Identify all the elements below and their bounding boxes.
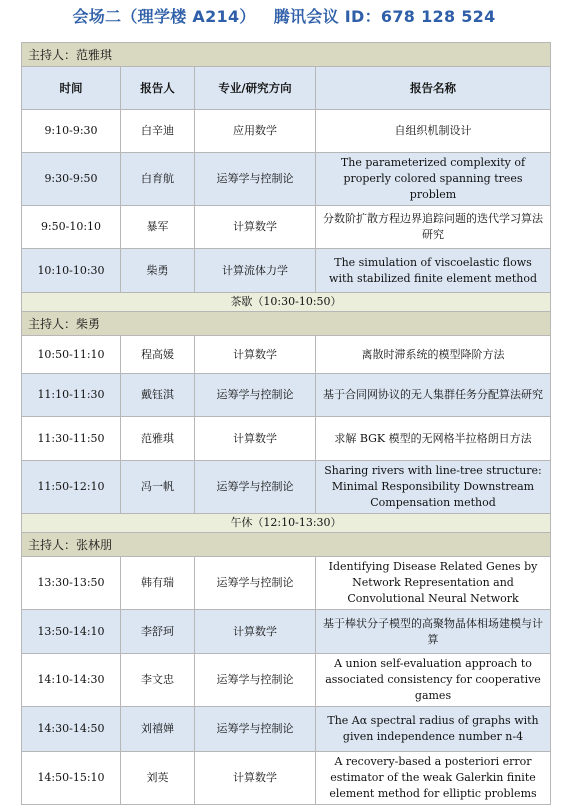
speaker-cell: 刘英 <box>121 752 195 805</box>
field-cell: 计算数学 <box>195 336 316 374</box>
speaker-cell: 程高媛 <box>121 336 195 374</box>
table-row <box>22 417 551 461</box>
field-cell: 运筹学与控制论 <box>195 707 316 752</box>
field-cell: 运筹学与控制论 <box>195 153 316 206</box>
title-cell: 基于合同网协议的无人集群任务分配算法研究 <box>316 374 551 417</box>
time-cell: 13:30-13:50 <box>22 557 121 610</box>
speaker-cell: 李文忠 <box>121 654 195 707</box>
speaker-cell: 戴钰淇 <box>121 374 195 417</box>
field-cell: 计算数学 <box>195 206 316 249</box>
column-header: 报告名称 <box>316 67 551 110</box>
time-cell: 14:10-14:30 <box>22 654 121 707</box>
title-cell: The parameterized complexity of properly colored spanning trees problem <box>316 153 551 206</box>
table-row <box>22 752 551 805</box>
table-row <box>22 110 551 153</box>
host-row <box>22 533 551 557</box>
time-cell: 11:30-11:50 <box>22 417 121 461</box>
field-cell: 计算数学 <box>195 417 316 461</box>
field-cell: 运筹学与控制论 <box>195 461 316 514</box>
speaker-cell: 白辛迪 <box>121 110 195 153</box>
field-cell: 计算流体力学 <box>195 249 316 293</box>
table-row <box>22 610 551 654</box>
host-label: 主持人：柴勇 <box>22 312 551 336</box>
time-cell: 14:50-15:10 <box>22 752 121 805</box>
host-row <box>22 43 551 67</box>
time-cell: 9:50-10:10 <box>22 206 121 249</box>
table-row <box>22 707 551 752</box>
table-row <box>22 461 551 514</box>
title-cell: 离散时滞系统的模型降阶方法 <box>316 336 551 374</box>
time-cell: 9:30-9:50 <box>22 153 121 206</box>
page-title <box>0 4 568 27</box>
title-cell: Sharing rivers with line-tree structure: Minimal Responsibility Downstream Compensation method <box>316 461 551 514</box>
venue-label: 会场二（理学楼 A214） <box>72 7 256 26</box>
speaker-cell: 柴勇 <box>121 249 195 293</box>
table-row <box>22 336 551 374</box>
title-cell: A union self-evaluation approach to associated consistency for cooperative games <box>316 654 551 707</box>
table-row <box>22 654 551 707</box>
table-header-row <box>22 67 551 110</box>
speaker-cell: 李舒珂 <box>121 610 195 654</box>
speaker-cell: 刘禧婵 <box>121 707 195 752</box>
title-cell: 分数阶扩散方程边界追踪问题的迭代学习算法研究 <box>316 206 551 249</box>
time-cell: 11:50-12:10 <box>22 461 121 514</box>
break-label: 午休（12:10-13:30） <box>22 514 551 533</box>
column-header: 专业/研究方向 <box>195 67 316 110</box>
title-cell: 求解 BGK 模型的无网格半拉格朗日方法 <box>316 417 551 461</box>
table-row <box>22 249 551 293</box>
table-row <box>22 374 551 417</box>
title-cell: Identifying Disease Related Genes by Network Representation and Convolutional Neural Network <box>316 557 551 610</box>
title-cell: 自组织机制设计 <box>316 110 551 153</box>
time-cell: 10:10-10:30 <box>22 249 121 293</box>
column-header: 报告人 <box>121 67 195 110</box>
table-row <box>22 206 551 249</box>
break-row <box>22 293 551 312</box>
speaker-cell: 暴军 <box>121 206 195 249</box>
host-row <box>22 312 551 336</box>
time-cell: 10:50-11:10 <box>22 336 121 374</box>
break-row <box>22 514 551 533</box>
title-cell: The simulation of viscoelastic flows with stabilized finite element method <box>316 249 551 293</box>
field-cell: 应用数学 <box>195 110 316 153</box>
meeting-id-label: 腾讯会议 ID：678 128 524 <box>273 7 496 26</box>
speaker-cell: 韩有瑞 <box>121 557 195 610</box>
speaker-cell: 冯一帆 <box>121 461 195 514</box>
time-cell: 9:10-9:30 <box>22 110 121 153</box>
time-cell: 14:30-14:50 <box>22 707 121 752</box>
title-cell: 基于棒状分子模型的高聚物晶体相场建模与计算 <box>316 610 551 654</box>
host-label: 主持人：范雅琪 <box>22 43 551 67</box>
speaker-cell: 范雅琪 <box>121 417 195 461</box>
field-cell: 运筹学与控制论 <box>195 374 316 417</box>
time-cell: 11:10-11:30 <box>22 374 121 417</box>
field-cell: 运筹学与控制论 <box>195 557 316 610</box>
field-cell: 计算数学 <box>195 752 316 805</box>
host-label: 主持人：张林朋 <box>22 533 551 557</box>
field-cell: 运筹学与控制论 <box>195 654 316 707</box>
break-label: 茶歇（10:30-10:50） <box>22 293 551 312</box>
field-cell: 计算数学 <box>195 610 316 654</box>
table-row <box>22 153 551 206</box>
title-cell: A recovery-based a posteriori error estimator of the weak Galerkin finite element method for elliptic problems <box>316 752 551 805</box>
column-header: 时间 <box>22 67 121 110</box>
speaker-cell: 白育航 <box>121 153 195 206</box>
schedule-table <box>21 42 551 805</box>
time-cell: 13:50-14:10 <box>22 610 121 654</box>
title-cell: The Aα spectral radius of graphs with given independence number n-4 <box>316 707 551 752</box>
table-row <box>22 557 551 610</box>
